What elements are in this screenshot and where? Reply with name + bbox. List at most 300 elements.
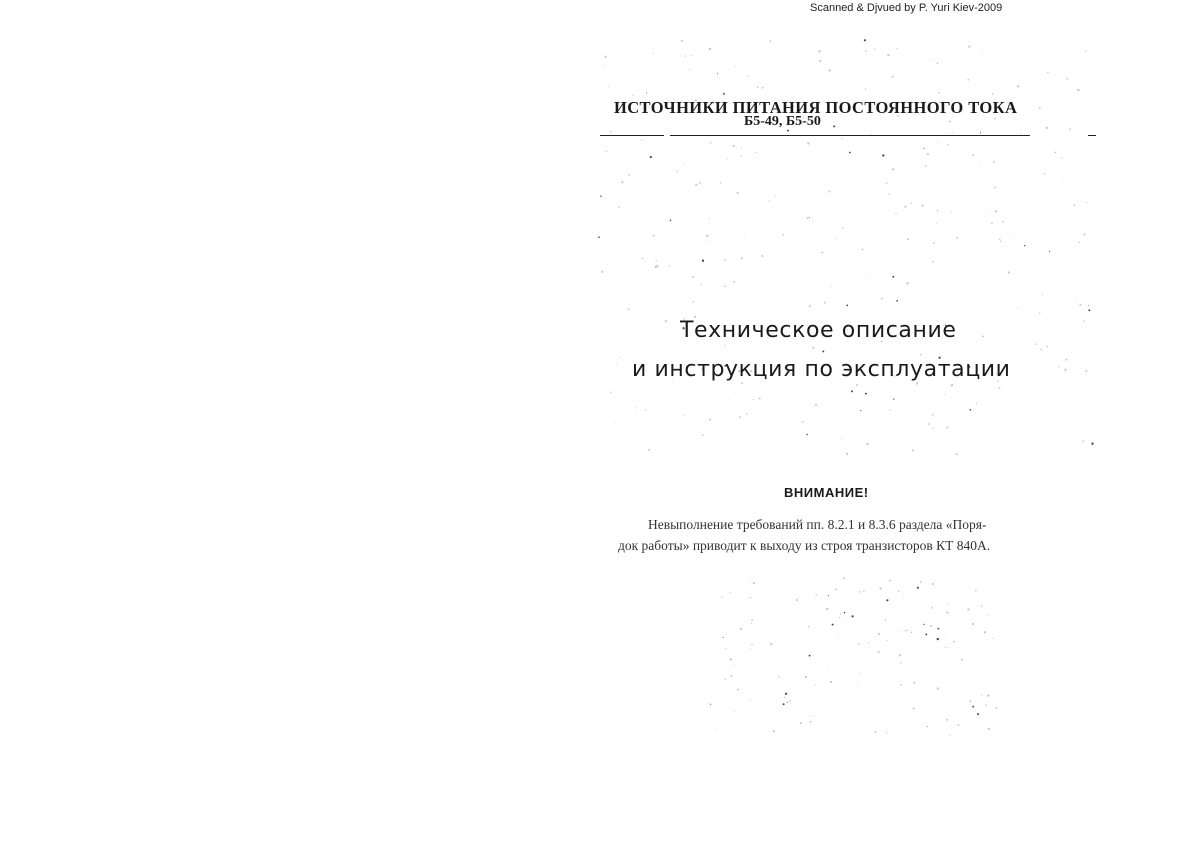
scan-speck (913, 708, 915, 710)
scan-speck (731, 675, 733, 677)
scan-speck (815, 684, 816, 685)
scan-speck (725, 648, 726, 649)
scan-speck (882, 154, 884, 156)
scan-speck (769, 200, 770, 201)
scan-speck (878, 633, 880, 635)
scan-speck (808, 716, 809, 717)
scan-speck (944, 394, 945, 395)
scan-speck (857, 682, 858, 683)
scan-speck (846, 305, 848, 307)
scan-speck (900, 684, 902, 686)
scan-speck (992, 93, 994, 95)
scan-speck (932, 415, 933, 416)
scan-speck (898, 590, 900, 592)
scan-speck (822, 350, 824, 352)
scan-speck (685, 55, 687, 57)
scan-speck (861, 249, 863, 251)
scan-speck (812, 715, 813, 716)
scan-speck (721, 597, 722, 598)
scan-speck (802, 421, 804, 423)
scan-speck (783, 703, 785, 705)
scan-speck (809, 305, 811, 307)
scan-speck (826, 608, 828, 610)
scan-speck (734, 711, 735, 712)
scan-speck (899, 654, 901, 656)
scan-speck (605, 56, 607, 58)
scan-speck (710, 142, 712, 144)
scan-speck (1051, 233, 1052, 234)
scan-speck (912, 449, 914, 451)
scan-speck (715, 729, 716, 730)
scan-speck (761, 255, 763, 257)
scan-speck (930, 625, 932, 627)
scan-speck (741, 147, 742, 148)
scan-speck (976, 403, 977, 404)
scan-speck (691, 55, 692, 56)
scan-speck (946, 611, 948, 613)
scan-speck (723, 637, 724, 638)
scan-speck (932, 583, 934, 585)
scan-speck (617, 364, 618, 365)
scan-speck (1039, 107, 1041, 109)
scan-speck (800, 722, 802, 724)
scan-speck (866, 275, 867, 276)
scan-speck (946, 719, 948, 721)
scan-speck (984, 631, 986, 633)
scan-speck (818, 50, 820, 52)
document-title-line1: Техническое описание (680, 318, 957, 343)
scan-speck (829, 641, 830, 642)
attention-notice (618, 514, 1098, 556)
scan-speck (1076, 301, 1077, 302)
scan-speck (1051, 294, 1052, 295)
scan-speck (957, 724, 959, 726)
scan-speck (805, 676, 807, 678)
scan-speck (900, 630, 901, 631)
scan-speck (886, 733, 887, 734)
scan-speck (1000, 241, 1001, 242)
scan-speck (953, 641, 955, 643)
scan-speck (985, 704, 986, 705)
scan-speck (1074, 204, 1076, 206)
scan-speck (1008, 271, 1010, 273)
scan-speck (706, 235, 708, 237)
scan-speck (789, 700, 791, 702)
scan-speck (856, 384, 858, 386)
scan-speck (969, 409, 971, 411)
scan-speck (892, 76, 894, 78)
scan-speck (1063, 177, 1064, 178)
scan-speck (807, 142, 809, 144)
scan-speck (967, 608, 969, 610)
scan-speck (995, 210, 997, 212)
scan-speck (656, 260, 657, 261)
scan-speck (835, 588, 837, 590)
scan-speck (896, 300, 898, 302)
scan-speck (920, 354, 922, 356)
scan-speck (865, 50, 867, 52)
scan-speck (875, 731, 877, 733)
scan-speck (968, 46, 970, 48)
scan-speck (913, 682, 915, 684)
scan-speck (724, 285, 726, 287)
scan-speck (833, 125, 835, 127)
scan-speck (1017, 85, 1019, 87)
scan-speck (878, 651, 880, 653)
scan-speck (987, 615, 988, 616)
scan-speck (784, 696, 786, 698)
scan-speck (888, 193, 890, 195)
scan-speck (689, 69, 690, 70)
scan-speck (885, 619, 887, 621)
scan-speck (642, 258, 644, 260)
scan-speck (744, 234, 745, 235)
scan-speck (809, 655, 811, 657)
scan-speck (627, 407, 628, 408)
scan-speck (980, 132, 981, 133)
scan-speck (1002, 221, 1004, 223)
scan-speck (730, 592, 731, 593)
scan-speck (1039, 313, 1040, 314)
scan-speck (923, 148, 924, 149)
scan-speck (1088, 305, 1090, 307)
scan-speck (812, 347, 814, 349)
scan-speck (701, 284, 702, 285)
scan-speck (813, 655, 814, 656)
scan-speck (821, 252, 823, 254)
scan-speck (868, 642, 869, 643)
scan-speck (621, 181, 623, 183)
scan-speck (993, 637, 994, 638)
scan-speck (951, 212, 952, 213)
scan-speck (865, 393, 867, 395)
scan-speck (608, 86, 609, 87)
scan-speck (646, 93, 647, 94)
scan-speck (759, 397, 761, 399)
scan-speck (836, 238, 837, 239)
scan-speck (843, 577, 845, 579)
scan-speck (633, 95, 634, 96)
scan-speck (619, 207, 620, 208)
scan-speck (948, 647, 949, 648)
scan-speck (886, 182, 888, 184)
scan-speck (851, 615, 853, 617)
scan-speck (751, 644, 753, 646)
scan-speck (892, 276, 894, 278)
scan-speck (931, 607, 932, 608)
scan-speck (752, 399, 753, 400)
scan-speck (824, 302, 826, 304)
scan-speck (807, 217, 809, 219)
scan-speck (1046, 346, 1048, 348)
scan-speck (907, 238, 909, 240)
scan-speck (770, 40, 772, 42)
scan-speck (908, 630, 909, 631)
scan-speck (911, 632, 912, 633)
scan-speck (844, 612, 846, 614)
scan-speck (946, 427, 948, 429)
scan-speck (741, 257, 743, 259)
scan-speck (926, 726, 928, 728)
scan-speck (737, 192, 739, 194)
scan-speck (746, 413, 748, 415)
scan-speck (601, 271, 603, 273)
scan-speck (1046, 127, 1048, 129)
scan-speck (925, 633, 927, 635)
attention-notice-line1: Невыполнение требований пп. 8.2.1 и 8.3.6 раздела «Поря- (648, 517, 987, 532)
scan-speck (937, 628, 939, 630)
scan-speck (1083, 440, 1085, 442)
scan-speck (720, 182, 722, 184)
scan-speck (653, 235, 655, 237)
scan-speck (932, 413, 933, 414)
scan-speck (840, 613, 841, 614)
scan-speck (972, 623, 974, 625)
scan-speck (886, 599, 888, 601)
scan-speck (699, 182, 701, 184)
scan-speck (842, 619, 843, 620)
scan-speck (1018, 308, 1019, 309)
scan-speck (920, 581, 922, 583)
scan-speck (995, 707, 997, 709)
scan-speck (1064, 369, 1066, 371)
scan-speck (831, 286, 832, 287)
attention-notice-line2: док работы» приводит к выходу из строя транзисторов КТ 840А. (618, 538, 991, 553)
scan-speck (1053, 351, 1054, 352)
scan-speck (684, 164, 685, 165)
scan-speck (724, 259, 726, 261)
scan-speck (932, 427, 933, 428)
scan-speck (917, 587, 919, 589)
scan-speck (933, 242, 935, 244)
scan-speck (928, 423, 930, 425)
scan-speck (860, 410, 861, 411)
scan-speck (750, 648, 751, 649)
scan-speck (829, 69, 831, 71)
scan-speck (615, 422, 616, 423)
scan-speck (755, 152, 756, 153)
scan-speck (999, 387, 1001, 389)
scan-speck (778, 676, 780, 678)
scan-speck (724, 345, 725, 346)
scan-speck (1047, 71, 1049, 73)
scan-speck (773, 730, 775, 732)
scan-speck (750, 581, 751, 582)
scan-speck (979, 162, 980, 163)
scan-speck (1084, 233, 1086, 235)
document-page (598, 38, 1098, 838)
scan-speck (815, 404, 817, 406)
scan-speck (1083, 320, 1085, 322)
scan-speck (830, 681, 832, 683)
scan-speck (925, 165, 927, 167)
scan-speck (981, 694, 982, 695)
header-rule (600, 135, 664, 136)
scan-speck (1058, 366, 1059, 367)
scan-speck (956, 237, 958, 239)
scan-speck (677, 171, 678, 172)
scan-speck (1077, 89, 1079, 91)
scan-speck (892, 168, 894, 170)
scan-speck (897, 48, 898, 49)
scan-speck (851, 390, 853, 392)
scan-speck (849, 152, 851, 154)
scan-speck (967, 79, 969, 81)
scan-speck (775, 196, 776, 197)
header-rule (670, 135, 1030, 136)
scan-speck (702, 434, 704, 436)
scan-speck (937, 687, 939, 689)
scan-speck (887, 54, 889, 56)
scan-speck (982, 335, 984, 337)
scan-speck (669, 265, 670, 266)
scan-speck (681, 40, 683, 42)
scan-speck (806, 434, 807, 435)
scan-speck (653, 53, 654, 54)
scan-speck (1085, 51, 1086, 52)
scan-speck (1042, 294, 1043, 295)
scan-speck (895, 213, 897, 215)
scan-speck (815, 594, 816, 595)
scan-speck (904, 206, 906, 208)
scan-speck (748, 76, 749, 77)
scan-speck (969, 700, 971, 702)
scan-speck (985, 215, 986, 216)
scan-speck (735, 392, 736, 393)
scan-speck (947, 603, 948, 604)
scan-speck (1044, 173, 1046, 175)
scan-speck (739, 416, 741, 418)
scan-speck (903, 594, 904, 595)
scan-speck (937, 638, 939, 640)
scan-speck (987, 694, 989, 696)
scan-speck (893, 398, 894, 399)
scan-speck (865, 89, 866, 90)
scan-speck (749, 699, 750, 700)
scan-speck (1085, 370, 1087, 372)
scan-speck (810, 721, 812, 723)
scan-speck (839, 617, 840, 618)
scan-speck (937, 62, 939, 64)
scan-speck (1065, 359, 1067, 361)
scan-speck (866, 443, 868, 445)
scan-speck (709, 419, 711, 421)
scan-speck (944, 634, 945, 635)
scan-speck (994, 118, 996, 120)
document-title-line2: и инструкция по эксплуатации (632, 357, 1011, 382)
scan-speck (814, 716, 815, 717)
scan-speck (1021, 133, 1022, 134)
scan-speck (628, 174, 630, 176)
scan-speck (961, 659, 963, 661)
scan-speck (751, 623, 752, 624)
scan-speck (1035, 343, 1037, 345)
scan-speck (717, 73, 718, 74)
scan-speck (1055, 152, 1056, 153)
scan-speck (665, 320, 667, 322)
scan-speck (887, 640, 888, 641)
scan-speck (951, 132, 952, 133)
scan-speck (710, 704, 711, 705)
scan-speck (841, 438, 842, 439)
scan-speck (860, 591, 861, 592)
scan-speck (600, 195, 601, 196)
scan-speck (735, 66, 736, 67)
scan-speck (1088, 309, 1090, 311)
scan-speck (1000, 117, 1001, 118)
scan-speck (762, 87, 764, 89)
scan-speck (598, 236, 600, 238)
scan-speck (938, 92, 940, 94)
scan-speck (692, 276, 694, 278)
scan-speck (730, 658, 732, 660)
scan-speck (683, 415, 684, 416)
scan-speck (906, 282, 908, 284)
scan-speck (736, 685, 737, 686)
scan-speck (977, 713, 979, 715)
scan-speck (999, 238, 1001, 240)
scan-speck (863, 591, 864, 592)
scan-speck (641, 139, 643, 141)
scan-credit: Scanned & Djvued by P. Yuri Kiev-2009 (810, 2, 1003, 14)
scan-speck (737, 688, 739, 690)
scan-speck (916, 382, 918, 384)
scan-speck (828, 669, 829, 670)
scan-speck (708, 703, 709, 704)
scan-speck (808, 626, 810, 628)
scan-speck (994, 186, 996, 188)
scan-speck (723, 93, 725, 95)
scan-speck (879, 587, 881, 589)
scan-speck (838, 634, 839, 635)
scan-speck (736, 147, 737, 148)
scan-speck (751, 619, 753, 621)
scan-speck (750, 597, 752, 599)
scan-speck (1086, 202, 1087, 203)
scan-speck (932, 261, 934, 263)
scan-speck (725, 679, 726, 680)
header-title: ИСТОЧНИКИ ПИТАНИЯ ПОСТОЯННОГО ТОКА (614, 98, 1018, 117)
scan-speck (670, 220, 672, 222)
scan-speck (975, 590, 977, 592)
scan-speck (628, 308, 630, 310)
scan-speck (655, 266, 657, 268)
scan-speck (1069, 128, 1071, 130)
scan-speck (923, 624, 924, 625)
scan-speck (702, 260, 704, 262)
scan-speck (991, 222, 993, 224)
scan-speck (733, 664, 734, 665)
scan-speck (648, 449, 650, 451)
scan-speck (937, 210, 938, 211)
scan-speck (832, 624, 834, 626)
scan-speck (1091, 443, 1093, 445)
scan-speck (936, 223, 937, 224)
scan-speck (858, 643, 860, 645)
scan-speck (828, 595, 829, 596)
scan-speck (620, 357, 621, 358)
scan-speck (796, 599, 798, 601)
scan-speck (842, 138, 843, 139)
scan-speck (846, 453, 848, 455)
scan-speck (956, 453, 958, 455)
scan-speck (1041, 349, 1043, 351)
scan-speck (695, 184, 697, 186)
scan-speck (785, 693, 787, 695)
scan-speck (787, 702, 788, 703)
scan-speck (938, 142, 939, 143)
scan-speck (1010, 234, 1011, 235)
